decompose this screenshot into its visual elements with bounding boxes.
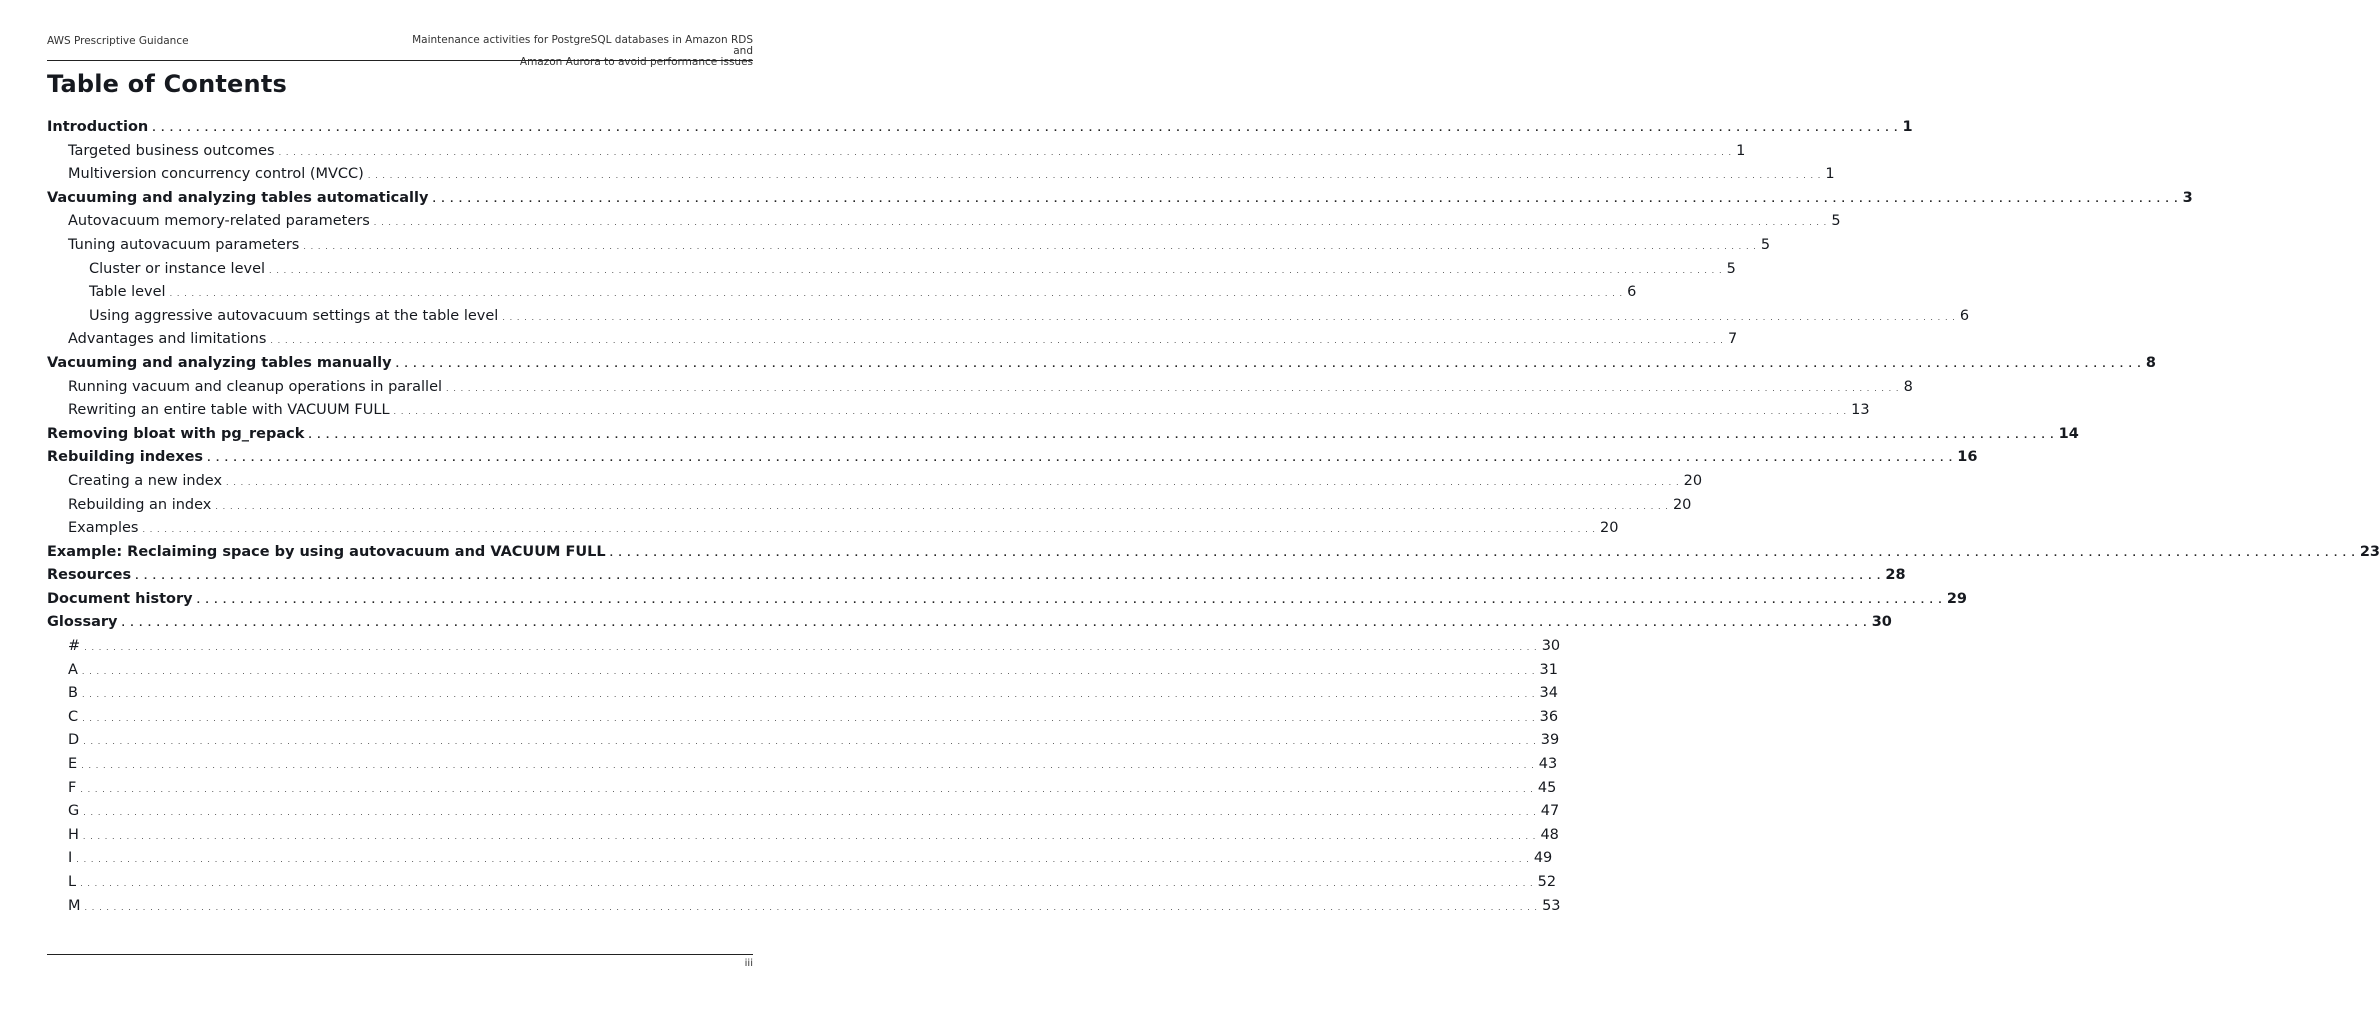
toc-entry-page-number: 5 xyxy=(1831,213,1841,230)
footer-rule xyxy=(47,954,753,955)
toc-entry-label: G xyxy=(68,803,80,820)
toc-dot-leader: . . . . . . . . . . . . . . . . . . . . . . . . . . . . . . . . . . . . . . . . . . . . . . . . . . . . . . . . . . . . . . . . . . . . . . . . . . . . . . . . . . . . . . . . . . . . . . . . . . . . . . . . . . . . . . . . . . . . . . . . . . . . . . . . . . . . . . . . . . . . . . . . . . . . . . . . . . . . . . . . . . . . . . . . . . . . . . . . . . . . . . . . . . . . . . . . . . . . . . . . xyxy=(196,595,1943,606)
toc-entry-page-number: 16 xyxy=(1957,449,1978,466)
toc-dot-leader: . . . . . . . . . . . . . . . . . . . . . . . . . . . . . . . . . . . . . . . . . . . . . . . . . . . . . . . . . . . . . . . . . . . . . . . . . . . . . . . . . . . . . . . . . . . . . . . . . . . . . . . . . . . . . . . . . . . . . . . . . . . . . . . . . . . . . . . . . . . . . . . . . . . . . . . . . . . . . . . . . . . . . . . . . . . . . . . . . . . . . . . . . . . . . . . . . . . . . . . . xyxy=(142,525,1597,535)
toc-entry-label: Using aggressive autovacuum settings at the table level xyxy=(89,307,499,324)
toc-entry[interactable] xyxy=(47,446,1978,470)
toc-entry-label: D xyxy=(68,732,80,749)
toc-entry-label: Autovacuum memory-related parameters xyxy=(68,213,370,230)
toc-dot-leader: . . . . . . . . . . . . . . . . . . . . . . . . . . . . . . . . . . . . . . . . . . . . . . . . . . . . . . . . . . . . . . . . . . . . . . . . . . . . . . . . . . . . . . . . . . . . . . . . . . . . . . . . . . . . . . . . . . . . . . . . . . . . . . . . . . . . . . . . . . . . . . . . . . . . . . . . . . . . . . . . . . . . . . . . . . . . . . . . . . . . . . . . . . . . . . . . . . . . . . . . xyxy=(278,147,1733,157)
header-rule xyxy=(47,60,753,61)
toc-entry-page-number: 20 xyxy=(1600,520,1619,537)
toc-entry-page-number: 43 xyxy=(1538,756,1558,773)
toc-entry[interactable] xyxy=(47,281,1637,305)
toc-entry-page-number: 47 xyxy=(1540,803,1560,820)
toc-entry[interactable] xyxy=(47,824,1559,848)
toc-entry-label: A xyxy=(68,661,78,678)
toc-entry[interactable] xyxy=(47,376,1913,400)
toc-entry-label: Document history xyxy=(47,590,193,607)
toc-entry-label: Glossary xyxy=(47,614,118,631)
toc-entry-label: Removing bloat with pg_repack xyxy=(47,425,305,442)
toc-entry-page-number: 28 xyxy=(1885,567,1906,584)
toc-entry-page-number: 53 xyxy=(1542,897,1561,914)
toc-entry-page-number: 1 xyxy=(1902,119,1913,135)
toc-entry-label: Advantages and limitations xyxy=(68,331,267,348)
toc-entry-label: Vacuuming and analyzing tables automatically xyxy=(47,189,429,206)
toc-entry-label: Cluster or instance level xyxy=(89,260,266,277)
toc-entry[interactable] xyxy=(47,116,1913,140)
toc-dot-leader: . . . . . . . . . . . . . . . . . . . . . . . . . . . . . . . . . . . . . . . . . . . . . . . . . . . . . . . . . . . . . . . . . . . . . . . . . . . . . . . . . . . . . . . . . . . . . . . . . . . . . . . . . . . . . . . . . . . . . . . . . . . . . . . . . . . . . . . . . . . . . . . . . . . . . . . . . . . . . . . . . . . . . . . . . . . . . . . . . . . . . . . . . . . . . . . . . . . . . . . . xyxy=(83,808,1537,818)
toc-entry-label: Introduction xyxy=(47,119,149,135)
toc-dot-leader: . . . . . . . . . . . . . . . . . . . . . . . . . . . . . . . . . . . . . . . . . . . . . . . . . . . . . . . . . . . . . . . . . . . . . . . . . . . . . . . . . . . . . . . . . . . . . . . . . . . . . . . . . . . . . . . . . . . . . . . . . . . . . . . . . . . . . . . . . . . . . . . . . . . . . . . . . . . . . . . . . . . . . . . . . . . . . . . . . . . . . . . . . . . . . . . . . . . . . . . . xyxy=(367,171,1822,181)
toc-dot-leader: . . . . . . . . . . . . . . . . . . . . . . . . . . . . . . . . . . . . . . . . . . . . . . . . . . . . . . . . . . . . . . . . . . . . . . . . . . . . . . . . . . . . . . . . . . . . . . . . . . . . . . . . . . . . . . . . . . . . . . . . . . . . . . . . . . . . . . . . . . . . . . . . . . . . . . . . . . . . . . . . . . . . . . . . . . . . . . . . . . . . . . . . . . . . . . . . . . . . . . . . xyxy=(609,548,2356,559)
toc-entry-page-number: 7 xyxy=(1727,331,1738,348)
toc-entry[interactable] xyxy=(47,187,2193,211)
toc-entry-label: Vacuuming and analyzing tables manually xyxy=(47,354,392,371)
toc-entry-label: # xyxy=(68,638,81,655)
toc-dot-leader: . . . . . . . . . . . . . . . . . . . . . . . . . . . . . . . . . . . . . . . . . . . . . . . . . . . . . . . . . . . . . . . . . . . . . . . . . . . . . . . . . . . . . . . . . . . . . . . . . . . . . . . . . . . . . . . . . . . . . . . . . . . . . . . . . . . . . . . . . . . . . . . . . . . . . . . . . . . . . . . . . . . . . . . . . . . . . . . . . . . . . . . . . . . . . . . . . . . . . . . . xyxy=(83,737,1537,747)
toc-entry-page-number: 30 xyxy=(1541,638,1561,655)
toc-dot-leader: . . . . . . . . . . . . . . . . . . . . . . . . . . . . . . . . . . . . . . . . . . . . . . . . . . . . . . . . . . . . . . . . . . . . . . . . . . . . . . . . . . . . . . . . . . . . . . . . . . . . . . . . . . . . . . . . . . . . . . . . . . . . . . . . . . . . . . . . . . . . . . . . . . . . . . . . . . . . . . . . . . . . . . . . . . . . . . . . . . . . . . . . . . . . . . . . . . . . . . . . xyxy=(215,501,1669,511)
toc-entry-label: Examples xyxy=(68,520,139,537)
toc-dot-leader: . . . . . . . . . . . . . . . . . . . . . . . . . . . . . . . . . . . . . . . . . . . . . . . . . . . . . . . . . . . . . . . . . . . . . . . . . . . . . . . . . . . . . . . . . . . . . . . . . . . . . . . . . . . . . . . . . . . . . . . . . . . . . . . . . . . . . . . . . . . . . . . . . . . . . . . . . . . . . . . . . . . . . . . . . . . . . . . . . . . . . . . . . . . . . . . . . . . . . . . . xyxy=(269,265,1723,275)
toc-entry[interactable] xyxy=(47,517,1619,541)
toc-dot-leader: . . . . . . . . . . . . . . . . . . . . . . . . . . . . . . . . . . . . . . . . . . . . . . . . . . . . . . . . . . . . . . . . . . . . . . . . . . . . . . . . . . . . . . . . . . . . . . . . . . . . . . . . . . . . . . . . . . . . . . . . . . . . . . . . . . . . . . . . . . . . . . . . . . . . . . . . . . . . . . . . . . . . . . . . . . . . . . . . . . . . . . . . . . . . . . . . . . . . . . . . xyxy=(82,713,1536,723)
toc-entry-label: Resources xyxy=(47,567,132,584)
toc-entry-page-number: 8 xyxy=(1903,378,1913,395)
toc-dot-leader: . . . . . . . . . . . . . . . . . . . . . . . . . . . . . . . . . . . . . . . . . . . . . . . . . . . . . . . . . . . . . . . . . . . . . . . . . . . . . . . . . . . . . . . . . . . . . . . . . . . . . . . . . . . . . . . . . . . . . . . . . . . . . . . . . . . . . . . . . . . . . . . . . . . . . . . . . . . . . . . . . . . . . . . . . . . . . . . . . . . . . . . . . . . . . . . . . . . . . . . . xyxy=(446,383,1900,393)
toc-entry-page-number: 39 xyxy=(1540,732,1560,749)
toc-entry-page-number: 8 xyxy=(2145,354,2156,371)
toc-dot-leader: . . . . . . . . . . . . . . . . . . . . . . . . . . . . . . . . . . . . . . . . . . . . . . . . . . . . . . . . . . . . . . . . . . . . . . . . . . . . . . . . . . . . . . . . . . . . . . . . . . . . . . . . . . . . . . . . . . . . . . . . . . . . . . . . . . . . . . . . . . . . . . . . . . . . . . . . . . . . . . . . . . . . . . . . . . . . . . . . . . . . . . . . . . . . . . . . . . . . . . . . xyxy=(80,879,1534,888)
toc-dot-leader: . . . . . . . . . . . . . . . . . . . . . . . . . . . . . . . . . . . . . . . . . . . . . . . . . . . . . . . . . . . . . . . . . . . . . . . . . . . . . . . . . . . . . . . . . . . . . . . . . . . . . . . . . . . . . . . . . . . . . . . . . . . . . . . . . . . . . . . . . . . . . . . . . . . . . . . . . . . . . . . . . . . . . . . . . . . . . . . . . . . . . . . . . . . . . . . . . . . . . . . . xyxy=(308,430,2055,441)
toc-entry-page-number: 23 xyxy=(2359,543,2380,560)
toc-entry-page-number: 5 xyxy=(1726,260,1736,277)
toc-entry-page-number: 36 xyxy=(1539,708,1559,725)
toc-entry[interactable] xyxy=(47,871,1557,895)
toc-dot-leader: . . . . . . . . . . . . . . . . . . . . . . . . . . . . . . . . . . . . . . . . . . . . . . . . . . . . . . . . . . . . . . . . . . . . . . . . . . . . . . . . . . . . . . . . . . . . . . . . . . . . . . . . . . . . . . . . . . . . . . . . . . . . . . . . . . . . . . . . . . . . . . . . . . . . . . . . . . . . . . . . . . . . . . . . . . . . . . . . . . . . . . . . . . . . . . . . . . . . . . . . xyxy=(81,666,1536,676)
toc-dot-leader: . . . . . . . . . . . . . . . . . . . . . . . . . . . . . . . . . . . . . . . . . . . . . . . . . . . . . . . . . . . . . . . . . . . . . . . . . . . . . . . . . . . . . . . . . . . . . . . . . . . . . . . . . . . . . . . . . . . . . . . . . . . . . . . . . . . . . . . . . . . . . . . . . . . . . . . . . . . . . . . . . . . . . . . . . . . . . . . . . . . . . . . . . . . . . . . . . . . . . . . . xyxy=(82,831,1537,841)
toc-dot-leader: . . . . . . . . . . . . . . . . . . . . . . . . . . . . . . . . . . . . . . . . . . . . . . . . . . . . . . . . . . . . . . . . . . . . . . . . . . . . . . . . . . . . . . . . . . . . . . . . . . . . . . . . . . . . . . . . . . . . . . . . . . . . . . . . . . . . . . . . . . . . . . . . . . . . . . . . . . . . . . . . . . . . . . . . . . . . . . . . . . . . . . . . . . . . . . . . . . . . . . . . xyxy=(270,336,1724,346)
toc-entry-label: Example: Reclaiming space by using autovacuum and VACUUM FULL xyxy=(47,543,606,560)
toc-entry[interactable] xyxy=(47,305,1970,329)
toc-entry[interactable] xyxy=(47,399,1870,423)
toc-entry-page-number: 34 xyxy=(1539,685,1558,702)
toc-entry-page-number: 3 xyxy=(2182,189,2193,206)
toc-entry-page-number: 29 xyxy=(1946,590,1967,607)
toc-entry-label: Table level xyxy=(89,284,166,301)
toc-dot-leader: . . . . . . . . . . . . . . . . . . . . . . . . . . . . . . . . . . . . . . . . . . . . . . . . . . . . . . . . . . . . . . . . . . . . . . . . . . . . . . . . . . . . . . . . . . . . . . . . . . . . . . . . . . . . . . . . . . . . . . . . . . . . . . . . . . . . . . . . . . . . . . . . . . . . . . . . . . . . . . . . . . . . . . . . . . . . . . . . . . . . . . . . . . . . . . . . . . . . . . . . xyxy=(135,572,1882,583)
toc-entry[interactable] xyxy=(47,352,2156,376)
toc-entry-label: F xyxy=(68,779,77,796)
toc-entry-label: Running vacuum and cleanup operations in parallel xyxy=(68,378,443,395)
toc-entry[interactable] xyxy=(47,635,1561,659)
toc-entry[interactable] xyxy=(47,611,1892,635)
toc-entry-label: Tuning autovacuum parameters xyxy=(68,236,300,253)
toc-entry[interactable] xyxy=(47,729,1560,753)
toc-dot-leader: . . . . . . . . . . . . . . . . . . . . . . . . . . . . . . . . . . . . . . . . . . . . . . . . . . . . . . . . . . . . . . . . . . . . . . . . . . . . . . . . . . . . . . . . . . . . . . . . . . . . . . . . . . . . . . . . . . . . . . . . . . . . . . . . . . . . . . . . . . . . . . . . . . . . . . . . . . . . . . . . . . . . . . . . . . . . . . . . . . . . . . . . . . . . . . . . . . . . . . . . xyxy=(432,194,2179,205)
toc-entry-page-number: 14 xyxy=(2058,425,2079,442)
toc-entry[interactable] xyxy=(47,423,2079,447)
toc-entry-label: M xyxy=(68,897,81,914)
page-title: Table of Contents xyxy=(47,70,287,98)
toc-dot-leader: . . . . . . . . . . . . . . . . . . . . . . . . . . . . . . . . . . . . . . . . . . . . . . . . . . . . . . . . . . . . . . . . . . . . . . . . . . . . . . . . . . . . . . . . . . . . . . . . . . . . . . . . . . . . . . . . . . . . . . . . . . . . . . . . . . . . . . . . . . . . . . . . . . . . . . . . . . . . . . . . . . . . . . . . . . . . . . . . . . . . . . . . . . . . . . . . . . . . . . . . xyxy=(152,124,1899,134)
toc-entry-label: I xyxy=(68,850,73,867)
toc-dot-leader: . . . . . . . . . . . . . . . . . . . . . . . . . . . . . . . . . . . . . . . . . . . . . . . . . . . . . . . . . . . . . . . . . . . . . . . . . . . . . . . . . . . . . . . . . . . . . . . . . . . . . . . . . . . . . . . . . . . . . . . . . . . . . . . . . . . . . . . . . . . . . . . . . . . . . . . . . . . . . . . . . . . . . . . . . . . . . . . . . . . . . . . . . . . . . . . . . . . . . . . . xyxy=(207,454,1954,465)
toc-entry[interactable] xyxy=(47,659,1558,683)
running-header-right xyxy=(393,35,753,68)
toc-entry[interactable] xyxy=(47,210,1841,234)
toc-entry-page-number: 6 xyxy=(1627,284,1637,301)
toc-entry[interactable] xyxy=(47,682,1558,706)
toc-entry-label: Creating a new index xyxy=(68,472,223,489)
toc-entry-label: Multiversion concurrency control (MVCC) xyxy=(68,166,364,183)
toc-entry-page-number: 30 xyxy=(1871,614,1892,631)
toc-dot-leader: . . . . . . . . . . . . . . . . . . . . . . . . . . . . . . . . . . . . . . . . . . . . . . . . . . . . . . . . . . . . . . . . . . . . . . . . . . . . . . . . . . . . . . . . . . . . . . . . . . . . . . . . . . . . . . . . . . . . . . . . . . . . . . . . . . . . . . . . . . . . . . . . . . . . . . . . . . . . . . . . . . . . . . . . . . . . . . . . . . . . . . . . . . . . . . . . . . . . . . . . xyxy=(81,690,1536,700)
running-header-left: AWS Prescriptive Guidance xyxy=(47,35,189,47)
toc-dot-leader: . . . . . . . . . . . . . . . . . . . . . . . . . . . . . . . . . . . . . . . . . . . . . . . . . . . . . . . . . . . . . . . . . . . . . . . . . . . . . . . . . . . . . . . . . . . . . . . . . . . . . . . . . . . . . . . . . . . . . . . . . . . . . . . . . . . . . . . . . . . . . . . . . . . . . . . . . . . . . . . . . . . . . . . . . . . . . . . . . . . . . . . . . . . . . . . . . . . . . . . . xyxy=(393,407,1848,417)
toc-entry-page-number: 49 xyxy=(1533,850,1553,867)
toc-entry[interactable] xyxy=(47,163,1835,187)
toc-dot-leader: . . . . . . . . . . . . . . . . . . . . . . . . . . . . . . . . . . . . . . . . . . . . . . . . . . . . . . . . . . . . . . . . . . . . . . . . . . . . . . . . . . . . . . . . . . . . . . . . . . . . . . . . . . . . . . . . . . . . . . . . . . . . . . . . . . . . . . . . . . . . . . . . . . . . . . . . . . . . . . . . . . . . . . . . . . . . . . . . . . . . . . . . . . . . . . . . . . . . . . . . xyxy=(502,312,1956,322)
toc-entry-label: L xyxy=(68,874,77,890)
table-of-contents xyxy=(47,116,2380,918)
toc-entry[interactable] xyxy=(47,328,1738,352)
toc-entry-page-number: 48 xyxy=(1540,826,1559,843)
toc-entry[interactable] xyxy=(47,541,2380,565)
toc-entry-page-number: 45 xyxy=(1537,779,1557,796)
toc-entry[interactable] xyxy=(47,258,1736,282)
toc-entry-page-number: 20 xyxy=(1672,496,1692,513)
toc-entry[interactable] xyxy=(47,564,1906,588)
toc-dot-leader: . . . . . . . . . . . . . . . . . . . . . . . . . . . . . . . . . . . . . . . . . . . . . . . . . . . . . . . . . . . . . . . . . . . . . . . . . . . . . . . . . . . . . . . . . . . . . . . . . . . . . . . . . . . . . . . . . . . . . . . . . . . . . . . . . . . . . . . . . . . . . . . . . . . . . . . . . . . . . . . . . . . . . . . . . . . . . . . . . . . . . . . . . . . . . . . . . . . . . . . . xyxy=(84,902,1539,912)
toc-entry[interactable] xyxy=(47,494,1692,518)
toc-entry-page-number: 1 xyxy=(1825,166,1835,183)
toc-entry-label: B xyxy=(68,685,78,702)
toc-entry-page-number: 5 xyxy=(1760,236,1771,253)
toc-entry-page-number: 20 xyxy=(1683,472,1703,489)
toc-entry-label: E xyxy=(68,756,78,773)
toc-dot-leader: . . . . . . . . . . . . . . . . . . . . . . . . . . . . . . . . . . . . . . . . . . . . . . . . . . . . . . . . . . . . . . . . . . . . . . . . . . . . . . . . . . . . . . . . . . . . . . . . . . . . . . . . . . . . . . . . . . . . . . . . . . . . . . . . . . . . . . . . . . . . . . . . . . . . . . . . . . . . . . . . . . . . . . . . . . . . . . . . . . . . . . . . . . . . . . . . . . . . . . . . xyxy=(81,761,1535,771)
toc-entry[interactable] xyxy=(47,706,1559,730)
toc-entry-page-number: 13 xyxy=(1851,402,1870,419)
toc-entry-page-number: 31 xyxy=(1539,661,1558,678)
toc-dot-leader: . . . . . . . . . . . . . . . . . . . . . . . . . . . . . . . . . . . . . . . . . . . . . . . . . . . . . . . . . . . . . . . . . . . . . . . . . . . . . . . . . . . . . . . . . . . . . . . . . . . . . . . . . . . . . . . . . . . . . . . . . . . . . . . . . . . . . . . . . . . . . . . . . . . . . . . . . . . . . . . . . . . . . . . . . . . . . . . . . . . . . . . . . . . . . . . . . . . . . . . . xyxy=(84,643,1538,653)
toc-dot-leader: . . . . . . . . . . . . . . . . . . . . . . . . . . . . . . . . . . . . . . . . . . . . . . . . . . . . . . . . . . . . . . . . . . . . . . . . . . . . . . . . . . . . . . . . . . . . . . . . . . . . . . . . . . . . . . . . . . . . . . . . . . . . . . . . . . . . . . . . . . . . . . . . . . . . . . . . . . . . . . . . . . . . . . . . . . . . . . . . . . . . . . . . . . . . . . . . . . . . . . . . xyxy=(373,218,1828,228)
toc-dot-leader: . . . . . . . . . . . . . . . . . . . . . . . . . . . . . . . . . . . . . . . . . . . . . . . . . . . . . . . . . . . . . . . . . . . . . . . . . . . . . . . . . . . . . . . . . . . . . . . . . . . . . . . . . . . . . . . . . . . . . . . . . . . . . . . . . . . . . . . . . . . . . . . . . . . . . . . . . . . . . . . . . . . . . . . . . . . . . . . . . . . . . . . . . . . . . . . . . . . . . . . . xyxy=(226,477,1680,487)
toc-entry-page-number: 6 xyxy=(1959,307,1970,324)
running-header-right-line1: Maintenance activities for PostgreSQL databases in Amazon RDS and xyxy=(412,34,753,57)
running-header-right-line2: Amazon Aurora to avoid performance issues xyxy=(519,56,753,68)
toc-entry[interactable] xyxy=(47,847,1553,871)
toc-dot-leader: . . . . . . . . . . . . . . . . . . . . . . . . . . . . . . . . . . . . . . . . . . . . . . . . . . . . . . . . . . . . . . . . . . . . . . . . . . . . . . . . . . . . . . . . . . . . . . . . . . . . . . . . . . . . . . . . . . . . . . . . . . . . . . . . . . . . . . . . . . . . . . . . . . . . . . . . . . . . . . . . . . . . . . . . . . . . . . . . . . . . . . . . . . . . . . . . . . . . . . . . xyxy=(303,241,1757,251)
toc-dot-leader: . . . . . . . . . . . . . . . . . . . . . . . . . . . . . . . . . . . . . . . . . . . . . . . . . . . . . . . . . . . . . . . . . . . . . . . . . . . . . . . . . . . . . . . . . . . . . . . . . . . . . . . . . . . . . . . . . . . . . . . . . . . . . . . . . . . . . . . . . . . . . . . . . . . . . . . . . . . . . . . . . . . . . . . . . . . . . . . . . . . . . . . . . . . . . . . . . . . . . . . . xyxy=(395,359,2142,370)
toc-entry-page-number: 1 xyxy=(1736,142,1746,159)
toc-entry-label: Rewriting an entire table with VACUUM FULL xyxy=(68,402,390,419)
toc-entry[interactable] xyxy=(47,777,1557,801)
toc-entry-label: Targeted business outcomes xyxy=(68,142,275,159)
toc-entry[interactable] xyxy=(47,800,1560,824)
toc-entry-label: C xyxy=(68,708,79,725)
toc-dot-leader: . . . . . . . . . . . . . . . . . . . . . . . . . . . . . . . . . . . . . . . . . . . . . . . . . . . . . . . . . . . . . . . . . . . . . . . . . . . . . . . . . . . . . . . . . . . . . . . . . . . . . . . . . . . . . . . . . . . . . . . . . . . . . . . . . . . . . . . . . . . . . . . . . . . . . . . . . . . . . . . . . . . . . . . . . . . . . . . . . . . . . . . . . . . . . . . . . . . . . . . . xyxy=(169,289,1624,299)
toc-entry[interactable] xyxy=(47,588,1967,612)
toc-entry[interactable] xyxy=(47,234,1771,258)
toc-dot-leader: . . . . . . . . . . . . . . . . . . . . . . . . . . . . . . . . . . . . . . . . . . . . . . . . . . . . . . . . . . . . . . . . . . . . . . . . . . . . . . . . . . . . . . . . . . . . . . . . . . . . . . . . . . . . . . . . . . . . . . . . . . . . . . . . . . . . . . . . . . . . . . . . . . . . . . . . . . . . . . . . . . . . . . . . . . . . . . . . . . . . . . . . . . . . . . . . . . . . . . . . xyxy=(80,784,1534,794)
toc-dot-leader: . . . . . . . . . . . . . . . . . . . . . . . . . . . . . . . . . . . . . . . . . . . . . . . . . . . . . . . . . . . . . . . . . . . . . . . . . . . . . . . . . . . . . . . . . . . . . . . . . . . . . . . . . . . . . . . . . . . . . . . . . . . . . . . . . . . . . . . . . . . . . . . . . . . . . . . . . . . . . . . . . . . . . . . . . . . . . . . . . . . . . . . . . . . . . . . . . . . . . . . . xyxy=(76,855,1530,865)
toc-entry[interactable] xyxy=(47,140,1746,164)
toc-entry[interactable] xyxy=(47,470,1703,494)
toc-entry-label: H xyxy=(68,826,79,843)
footer-page-number: iii xyxy=(744,958,753,969)
toc-entry-page-number: 52 xyxy=(1537,874,1557,890)
toc-dot-leader: . . . . . . . . . . . . . . . . . . . . . . . . . . . . . . . . . . . . . . . . . . . . . . . . . . . . . . . . . . . . . . . . . . . . . . . . . . . . . . . . . . . . . . . . . . . . . . . . . . . . . . . . . . . . . . . . . . . . . . . . . . . . . . . . . . . . . . . . . . . . . . . . . . . . . . . . . . . . . . . . . . . . . . . . . . . . . . . . . . . . . . . . . . . . . . . . . . . . . . . . xyxy=(121,619,1868,630)
toc-entry-label: Rebuilding an index xyxy=(68,496,212,513)
toc-entry[interactable] xyxy=(47,753,1558,777)
toc-entry[interactable] xyxy=(47,895,1561,919)
toc-entry-label: Rebuilding indexes xyxy=(47,449,204,466)
